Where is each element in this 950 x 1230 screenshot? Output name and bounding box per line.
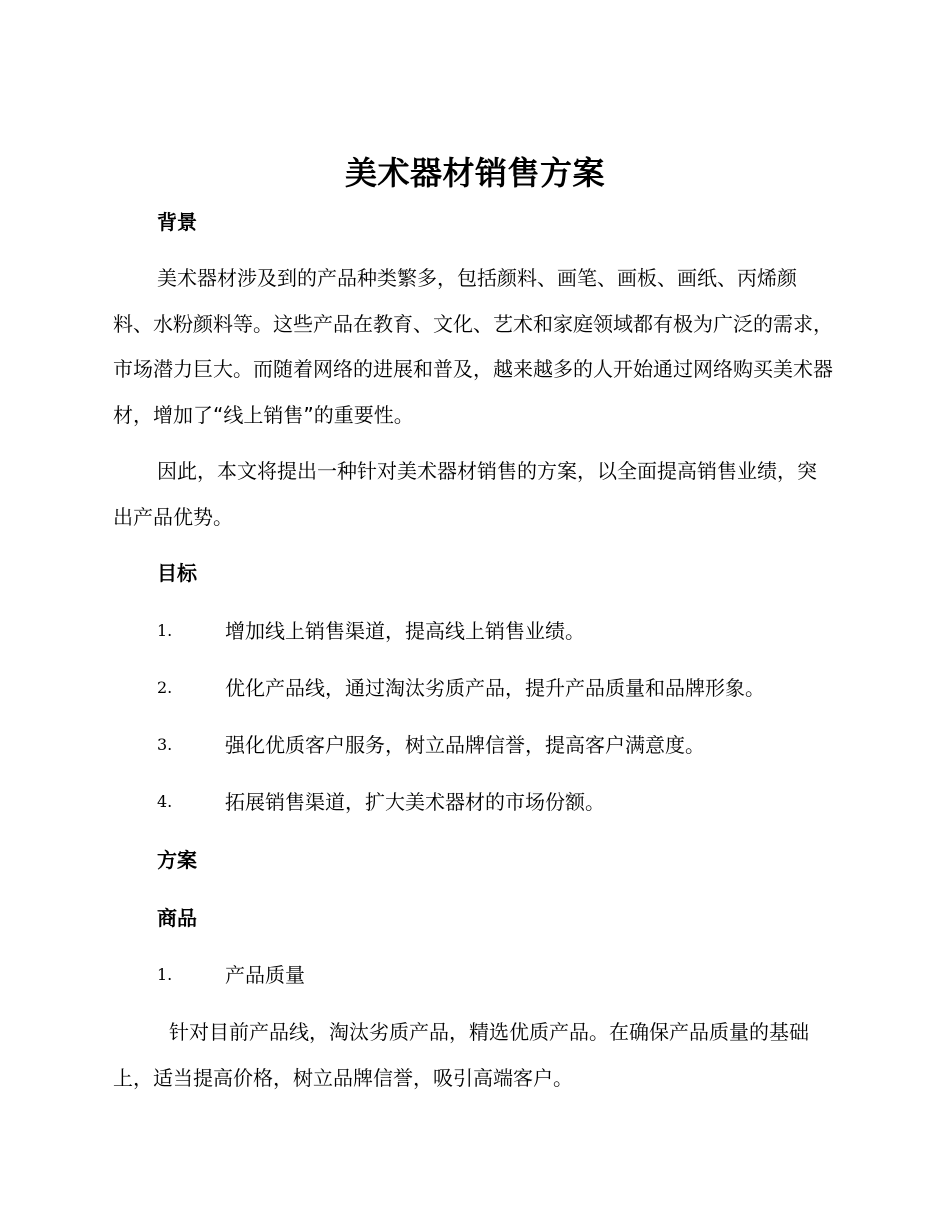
section-heading-background: 背景 (157, 210, 197, 234)
list-text: 产品质量 (225, 963, 305, 987)
goal-list-item (157, 730, 837, 760)
list-text: 拓展销售渠道，扩大美术器材的市场份额。 (225, 790, 605, 814)
plan-list-item (157, 960, 837, 990)
background-paragraph-2: 因此，本文将提出一种针对美术器材销售的方案，以全面提高销售业绩，突出产品优势。 (113, 459, 817, 529)
list-number: 1. (157, 621, 173, 640)
list-text: 优化产品线，通过淘汰劣质产品，提升产品质量和品牌形象。 (225, 676, 765, 700)
list-number: 2. (157, 678, 173, 697)
background-paragraph-1: 美术器材涉及到的产品种类繁多，包括颜料、画笔、画板、画纸、丙烯颜料、水粉颜料等。这些产品在教育、文化、艺术和家庭领域都有极为广泛的需求，市场潜力巨大。而随着网络的进展和普及，越来越多的人开始通过网络购买美术器材，增加了“线上销售”的重要性。 (113, 266, 833, 427)
goal-list-item (157, 673, 837, 703)
section-heading-goals: 目标 (157, 561, 197, 585)
list-number: 3. (157, 735, 173, 754)
list-text: 增加线上销售渠道，提高线上销售业绩。 (225, 619, 585, 643)
list-text: 强化优质客户服务，树立品牌信誉，提高客户满意度。 (225, 733, 705, 757)
goal-list-item (157, 787, 837, 817)
subsection-heading-products: 商品 (157, 906, 197, 930)
goal-list-item (157, 616, 837, 646)
plan-paragraph: 针对目前产品线，淘汰劣质产品，精选优质产品。在确保产品质量的基础上，适当提高价格，树立品牌信誉，吸引高端客户。 (113, 1020, 809, 1090)
list-number: 1. (157, 965, 173, 984)
section-heading-plan: 方案 (157, 848, 197, 872)
document-title: 美术器材销售方案 (344, 154, 605, 192)
list-number: 4. (157, 792, 173, 811)
